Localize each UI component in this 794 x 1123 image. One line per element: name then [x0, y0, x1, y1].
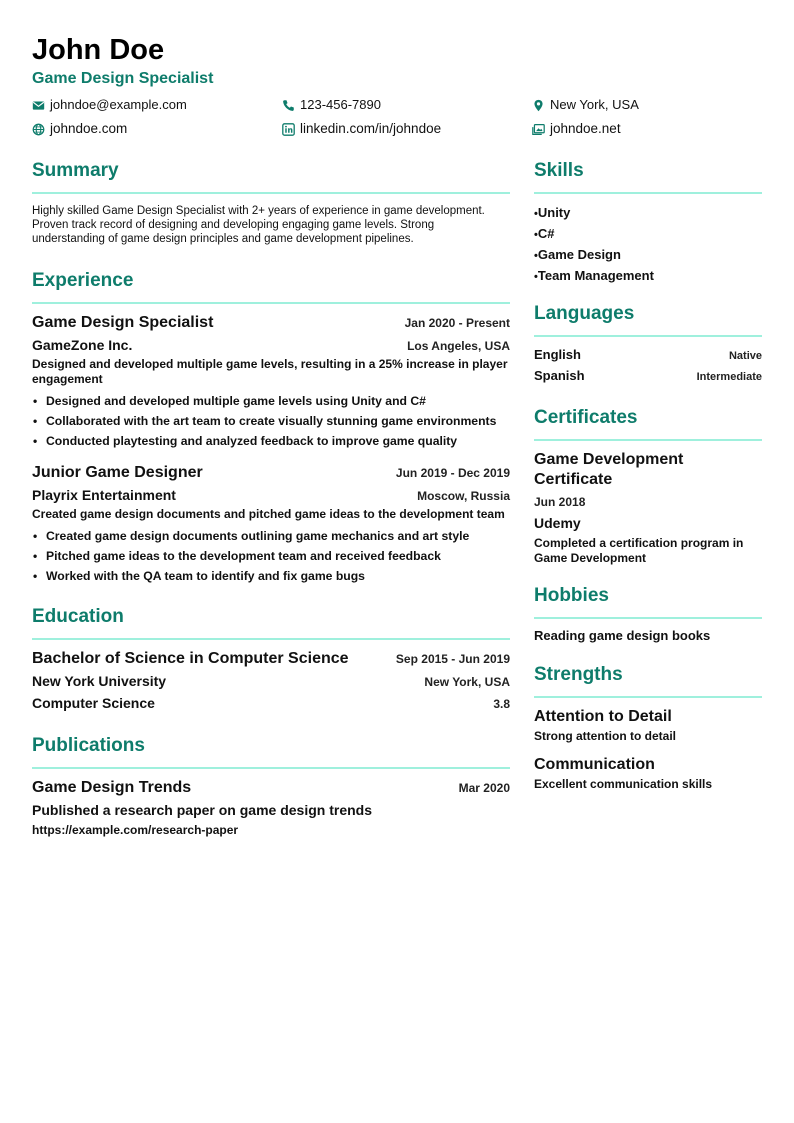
- candidate-title: Game Design Specialist: [32, 70, 214, 87]
- job-date: Jan 2020 - Present: [404, 316, 510, 330]
- strength-description: Excellent communication skills: [534, 777, 713, 791]
- language-level: Native: [728, 350, 762, 362]
- contact-linkedin-text: linkedin.com/in/johndoe: [300, 121, 442, 136]
- certificates-section: [534, 405, 762, 566]
- degree-title: Bachelor of Science in Computer Science: [32, 650, 349, 667]
- education-section: [32, 604, 510, 713]
- contact-portfolio-text: johndoe.net: [550, 121, 621, 136]
- contact-email-text: johndoe@example.com: [50, 97, 187, 112]
- publications-heading: Publications: [32, 735, 145, 756]
- publications-section: [32, 733, 510, 840]
- skill-item: • C#: [534, 224, 762, 245]
- contact-info: [32, 96, 762, 138]
- job-title: Junior Game Designer: [32, 464, 203, 481]
- left-column: [32, 158, 510, 840]
- hobby-item: Reading game design books: [534, 628, 711, 643]
- certificate-description: Completed a certification program in Game Development: [534, 536, 744, 565]
- job-date: Jun 2019 - Dec 2019: [395, 466, 510, 480]
- phone-icon: [282, 99, 295, 112]
- experience-heading: Experience: [32, 270, 134, 291]
- field-of-study: Computer Science: [32, 695, 155, 711]
- contact-location: [532, 96, 762, 114]
- hobbies-heading: Hobbies: [534, 585, 609, 606]
- contact-email[interactable]: [32, 96, 282, 114]
- skill-item: • Unity: [534, 203, 762, 224]
- summary-heading: Summary: [32, 160, 119, 181]
- language-row: [534, 345, 762, 366]
- language-level: Intermediate: [696, 371, 762, 383]
- contact-location-text: New York, USA: [550, 97, 639, 112]
- experience-section: [32, 268, 510, 586]
- strength-name: Attention to Detail: [534, 708, 672, 725]
- certificates-heading: Certificates: [534, 407, 638, 428]
- languages-heading: Languages: [534, 303, 635, 324]
- certificate-issuer: Udemy: [534, 515, 581, 531]
- section-divider: [534, 439, 762, 441]
- job-bullet: • Collaborated with the art team to create visually stunning game environments: [32, 411, 510, 431]
- section-divider: [32, 638, 510, 640]
- job-location: Los Angeles, USA: [407, 339, 510, 353]
- section-divider: [32, 192, 510, 194]
- publication-description: Published a research paper on game design trends: [32, 802, 372, 818]
- globe-icon: [32, 123, 45, 136]
- language-name: English: [534, 347, 581, 362]
- skill-item: • Team Management: [534, 266, 762, 287]
- job-entry: [32, 313, 510, 451]
- job-location: Moscow, Russia: [417, 489, 510, 503]
- strength-description: Strong attention to detail: [534, 729, 676, 743]
- job-bullets: [32, 391, 510, 451]
- image-icon: [532, 123, 545, 136]
- job-title: Game Design Specialist: [32, 314, 214, 331]
- contact-linkedin[interactable]: [282, 120, 532, 138]
- linkedin-icon: [282, 123, 295, 136]
- education-heading: Education: [32, 606, 124, 627]
- strengths-section: [534, 662, 762, 792]
- job-bullet: • Created game design documents outlining game mechanics and art style: [32, 526, 510, 546]
- job-bullets: [32, 526, 510, 586]
- school-name: New York University: [32, 673, 167, 689]
- publication-date: Mar 2020: [458, 781, 510, 795]
- section-divider: [534, 335, 762, 337]
- skills-heading: Skills: [534, 160, 584, 181]
- contact-phone[interactable]: [282, 96, 532, 114]
- section-divider: [534, 696, 762, 698]
- languages-section: [534, 301, 762, 387]
- contact-website-text: johndoe.com: [50, 121, 128, 136]
- job-bullet: • Worked with the QA team to identify and fix game bugs: [32, 566, 510, 586]
- strengths-heading: Strengths: [534, 664, 623, 685]
- contact-phone-text: 123-456-7890: [300, 97, 381, 112]
- contact-portfolio[interactable]: [532, 120, 762, 138]
- resume-page: [32, 32, 762, 837]
- summary-section: [32, 158, 510, 246]
- envelope-icon: [32, 99, 45, 112]
- right-column: [534, 158, 762, 792]
- education-date: Sep 2015 - Jun 2019: [395, 652, 510, 666]
- hobbies-section: [534, 583, 762, 645]
- publication-link[interactable]: https://example.com/research-paper: [32, 823, 239, 837]
- strength-name: Communication: [534, 756, 655, 773]
- summary-text: Highly skilled Game Design Specialist with 2+ years of experience in game development. Proven track record of designing and developing engaging game levels. Strong understanding of game design principles and game development pipelines.: [32, 205, 485, 245]
- skill-item: • Game Design: [534, 245, 762, 266]
- job-bullet: • Designed and developed multiple game levels using Unity and C#: [32, 391, 510, 411]
- job-bullet: • Conducted playtesting and analyzed feedback to improve game quality: [32, 431, 510, 451]
- job-company: GameZone Inc.: [32, 337, 133, 353]
- job-entry: [32, 463, 510, 586]
- skills-list: [534, 203, 762, 287]
- school-location: New York, USA: [424, 675, 510, 689]
- language-row: [534, 366, 762, 387]
- certificate-title: Game Development Certificate: [534, 451, 684, 488]
- job-summary: Designed and developed multiple game levels, resulting in a 25% increase in player engagement: [32, 357, 508, 386]
- certificate-date: Jun 2018: [534, 495, 586, 509]
- section-divider: [534, 192, 762, 194]
- skills-section: [534, 158, 762, 287]
- contact-website[interactable]: [32, 120, 282, 138]
- job-summary: Created game design documents and pitched game ideas to the development team: [32, 507, 505, 521]
- candidate-name: John Doe: [32, 34, 165, 66]
- section-divider: [32, 767, 510, 769]
- publication-title: Game Design Trends: [32, 779, 192, 796]
- section-divider: [534, 617, 762, 619]
- section-divider: [32, 302, 510, 304]
- location-pin-icon: [532, 99, 545, 112]
- job-company: Playrix Entertainment: [32, 487, 176, 503]
- gpa-value: 3.8: [493, 697, 510, 711]
- language-name: Spanish: [534, 368, 585, 383]
- job-bullet: • Pitched game ideas to the development team and received feedback: [32, 546, 510, 566]
